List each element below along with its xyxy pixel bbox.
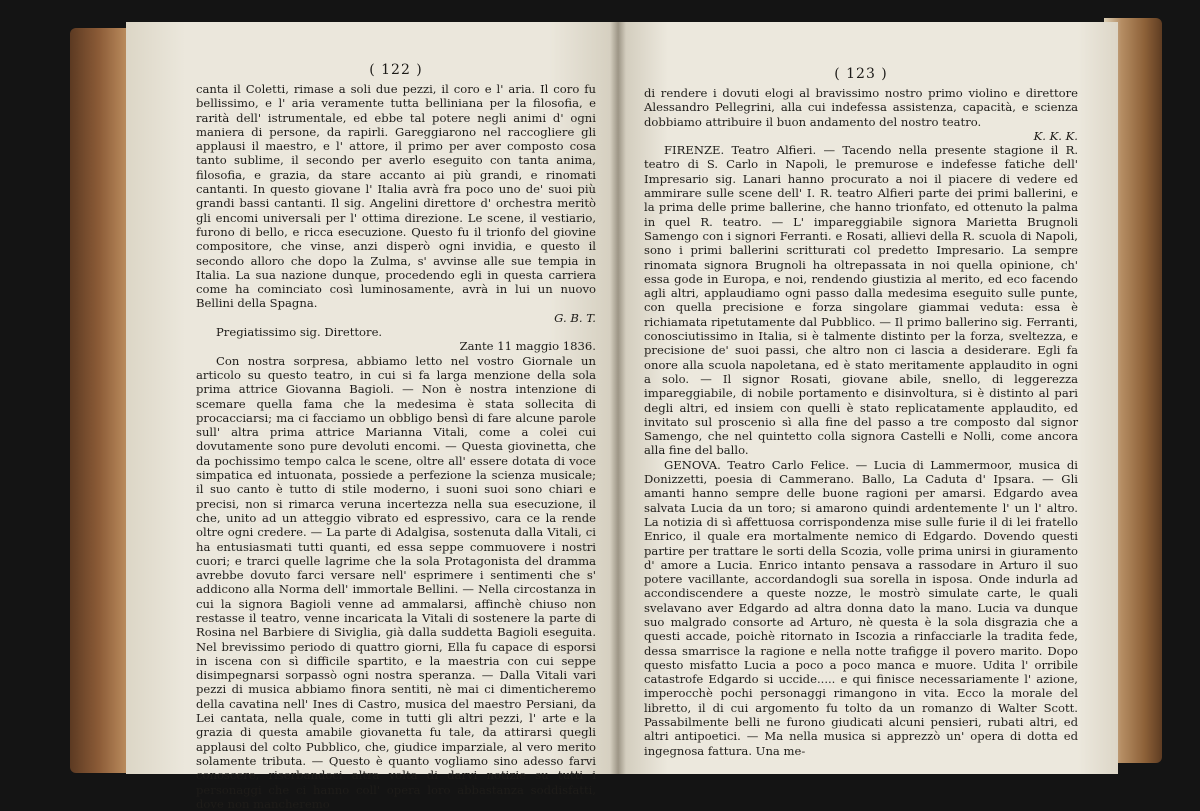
paragraph: FIRENZE. Teatro Alfieri. — Tacendo nella presente stagione il R. teatro di S. Carlo in Napoli, le premurose e indefesse fatiche dell' Impresario sig. Lanari hanno procurato a noi il piacere di vedere ed ammirare sulle scene dell' I. R. teatro Alfieri parte dei primi ballerini, e la prima delle prime ballerine, che hanno trionfato, ed ottenuto la palma in quel R. teatro. — L' impareggiabile signora Marietta Brugnoli Samengo con i signori Ferranti. e Rosati, allievi della R. scuola di Napoli, sono i primi ballerini scritturati col predetto Impresario. La sempre rinomata signora Brugnoli ha oltrepassata in noi quella opinione, ch' essa gode in Europa, e noi, rendendo giustizia al merito, ed eco facendo agli altri, applaudiamo ogni passo dalla medesima eseguito sulle punte, con quella precisione e forza singolare giammai veduta: essa è richiamata ripetutamente dal Pubblico. — Il primo ballerino sig. Ferranti, conosciutissimo in Italia, si è talmente distinto per la forza, sveltezza, e precisione de' suoi passi, che altro non ci lascia a desiderare. Egli fa onore alla scuola napoletana, ed è stato meritamente applaudito in ogni a solo. — Il signor Rosati, giovane abile, snello, di leggerezza impareggiabile, di nobile portamento e disinvoltura, si è distinto al pari degli altri, ed insiem con quelli è stato replicatamente applaudito, ed invitato sul proscenio sì alla fine del passo a tre composto dal signor Samengo, che nel quintetto colla signora Castelli e Nolli, come ancora alla fine del ballo. xyxy=(644,143,1078,458)
page-number: ( 123 ) xyxy=(834,66,888,82)
paragraph: di rendere i dovuti elogi al bravissimo nostro primo violino e direttore Alessandro Pellegrini, alla cui indefessa assistenza, capacità, e scienza dobbiamo attribuire il buon andamento del nostro teatro. xyxy=(644,86,1078,129)
salutation: Pregiatissimo sig. Direttore. xyxy=(216,325,383,340)
paragraph: GENOVA. Teatro Carlo Felice. — Lucia di Lammermoor, musica di Donizzetti, poesia di Cammerano. Ballo, La Caduta d' Ipsara. — Gli amanti hanno sempre delle buone ragioni per amarsi. Edgardo avea salvata Lucia da un toro; si amarono quindi ardentemente l' un l' altro. La notizia di sì affettuosa corrispondenza mise sulle furie il di lei fratello Enrico, il quale era mortalmente nemico di Edgardo. Dovendo questi partire per trattare le sorti della Scozia, volle prima unirsi in giuramento d' amore a Lucia. Enrico intanto pensava a rassodare in Arturo il suo potere vacillante, accordandogli sua sorella in isposa. Onde indurla ad accondiscendere a queste nozze, le mostrò simulate carte, le quali svelavano aver Edgardo ad altra donna dato la mano. Lucia va dunque suo malgrado consorte ad Arturo, nè questa è la sola disgrazia che a questi accade, poichè ritornato in Iscozia a rinfacciarle la tradita fede, dessa smarrisce la ragione e nella notte trafigge il povero marito. Dopo questo misfatto Lucia a poco a poco manca e muore. Udita l' orribile catastrofe Edgardo si uccide..... e qui finisce necessariamente l' azione, imperocchè pochi personaggi rimangono in vita. Ecco la morale del libretto, il di cui argomento fu tolto da un romanzo di Walter Scott. Passabilmente belli ne furono giudicati alcuni pensieri, rubati altri, ed altri antipoetici. — Ma nella musica si apprezzò un' opera di dotta ed ingegnosa fattura. Una me- xyxy=(644,457,1078,758)
page-number: ( 122 ) xyxy=(369,62,423,78)
left-page xyxy=(126,22,618,811)
open-book xyxy=(70,18,1162,811)
letter-date: Zante 11 maggio 1836. xyxy=(459,339,596,354)
paragraph: canta il Coletti, rimase a soli due pezzi, il coro e l' aria. Il coro fu bellissimo, e l' aria veramente tutta belliniana per la filosofia, e rarità dell' istrumentale, ed ebbe tal potere negli animi d' ogni maniera di persone, da rapirli. Gareggiarono nel raccogliere gli applausi il maestro, e l' attore, il primo per aver composto cosa tanto sublime, il secondo per averlo eseguito con tanta anima, filosofia, e grazia, da stare accanto ai più grandi, e rinomati cantanti. In questo giovane l' Italia avrà fra poco uno de' suoi più grandi bassi cantanti. Il sig. Angelini direttore d' orchestra meritò gli encomi universali per l' ottima direzione. Le scene, il vestiario, furono di bello, e ricca esecuzione. Questo fu il trionfo del giovine compositore, che vinse, anzi disperò ogni invidia, e questo il secondo alloro che dopo la Zulma, s' avvinse alle sue tempia in Italia. La sua nazione dunque, procedendo egli in questa carriera come ha cominciato così luminosamente, avrà in lui un nuovo Bellini della Spagna. xyxy=(196,82,596,311)
signature: K. K. K. xyxy=(1033,128,1078,143)
page-text xyxy=(196,82,596,811)
signature: G. B. T. xyxy=(554,310,596,325)
right-page xyxy=(618,22,1118,774)
page-text xyxy=(644,86,1078,758)
paragraph: Con nostra sorpresa, abbiamo letto nel vostro Giornale un articolo su questo teatro, in cui si fa larga menzione della sola prima attrice Giovanna Bagioli. — Non è nostra intenzione di scemare quella fama che la medesima è stata sollecita di procacciarsi; ma ci facciamo un obbligo bensì di fare alcune parole sull' altra prima attrice Marianna Vitali, come a colei cui dovutamente sono pure devoluti encomi. — Questa giovinetta, che da pochissimo tempo calca le scene, oltre all' essere dotata di voce simpatica ed intuonata, possiede a perfezione la scienza musicale; il suo canto è tutto di stile moderno, i suoni suoi sono chiari e precisi, non si rimarca veruna incertezza nella sua esecuzione, il che, unito ad un atteggio vibrato ed espressivo, cara ce la rende oltre ogni credere. — La parte di Adalgisa, sostenuta dalla Vitali, ci ha entusiasmati tutti quanti, ed essa seppe commuovere i nostri cuori; e trarci quelle lagrime che la sola Protagonista del dramma avrebbe dovuto farci versare nell' esprimere i sentimenti che s' addicono alla Norma dell' immortale Bellini. — Nella circostanza in cui la signora Bagioli venne ad ammalarsi, affinchè chiuso non restasse il teatro, venne incaricata la Vitali di sostenere la parte di Rosina nel Barbiere di Siviglia, già dalla suddetta Bagioli eseguita. Nel brevissimo periodo di quattro giorni, Ella fu capace di esporsi in iscena con sì difficile spartito, e la maestria con cui seppe disimpegnarsi sorpassò ogni nostra speranza. — Dalla Vitali vari pezzi di musica abbiamo finora sentiti, nè mai ci dimenticheremo della cavatina nell' Ines di Castro, musica del maestro Persiani, da Lei cantata, nella quale, come in tutti gli altri pezzi, l' arte e la grazia di questa amabile giovanetta fu tale, da attirarsi quegli applausi del colto Pubblico, che, giudice imparziale, al vero merito solamente tributa. — Questo è quanto vogliamo sino adesso farvi conoscere, riserbandoci altra volta di darvi notizie su tutti i personaggi che ci hanno coll' opera loro abbastanza soddisfatti, dove non mancheremo xyxy=(196,353,596,811)
book-gutter xyxy=(610,22,626,774)
